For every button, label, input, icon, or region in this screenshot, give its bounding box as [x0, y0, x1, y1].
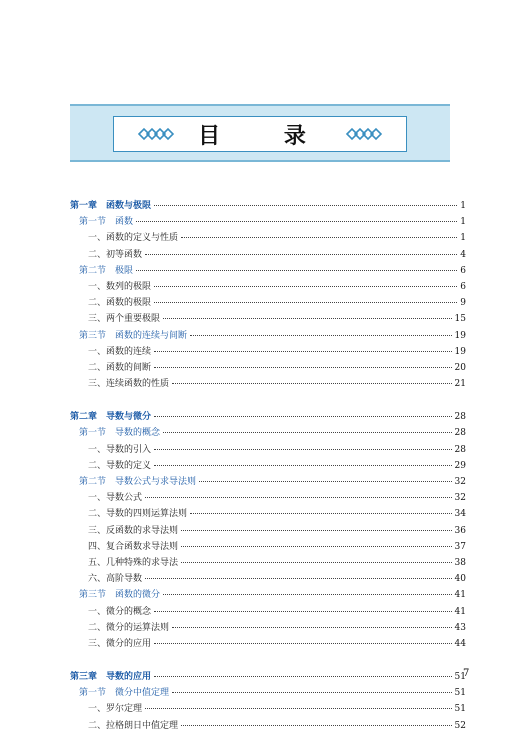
toc-entry-page: 1	[460, 201, 466, 211]
dot-leader	[154, 465, 452, 466]
toc-entry-title: 第二章 导数与微分	[70, 412, 152, 423]
toc-entry-title: 三、反函数的求导法则	[88, 525, 179, 536]
dot-leader	[154, 367, 452, 368]
toc-chapter-row[interactable]	[70, 409, 466, 425]
dot-leader	[181, 530, 452, 531]
toc-entry-page: 41	[454, 606, 466, 617]
toc-entry-page: 51	[454, 672, 466, 683]
right-ornament-icon	[344, 127, 382, 141]
toc-entry-title: 二、微分的运算法则	[88, 622, 170, 633]
toc-item-row[interactable]	[70, 360, 466, 376]
left-ornament-icon	[138, 127, 176, 141]
toc-entry-title: 二、函数的间断	[88, 362, 152, 373]
toc-entry-title: 一、函数的连续	[88, 346, 152, 357]
toc-entry-page: 9	[460, 298, 466, 309]
dot-leader	[190, 335, 452, 336]
dot-leader	[181, 237, 457, 238]
page-title: 目 录	[198, 123, 334, 149]
toc-item-row[interactable]	[70, 555, 466, 571]
toc-entry-title: 二、导数的四则运算法则	[88, 509, 188, 520]
toc-entry-title: 一、数列的极限	[88, 281, 152, 292]
toc-entry-page: 15	[454, 314, 466, 325]
toc-entry-page: 51	[454, 704, 466, 715]
toc-entry-page: 51	[454, 688, 466, 699]
toc-entry-title: 第一节 微分中值定理	[79, 688, 170, 699]
dot-leader	[181, 546, 452, 547]
toc-entry-title: 六、高阶导数	[88, 574, 143, 585]
dot-leader	[172, 692, 452, 693]
toc-entry-title: 第二节 导数公式与求导法则	[79, 477, 197, 487]
toc-entry-title: 第一章 函数与极限	[70, 201, 152, 211]
toc-section-row[interactable]	[70, 587, 466, 603]
dot-leader	[154, 676, 452, 677]
toc-entry-page: 1	[460, 217, 466, 228]
dot-leader	[154, 643, 452, 644]
toc-entry-page: 44	[454, 638, 466, 649]
dot-leader	[163, 432, 452, 433]
toc-entry-title: 第一节 导数的概念	[79, 428, 161, 439]
toc-entry-title: 一、罗尔定理	[88, 704, 143, 715]
dot-leader	[163, 594, 452, 595]
toc-entry-title: 第一节 函数	[79, 217, 134, 228]
toc-entry-title: 二、导数的定义	[88, 460, 152, 471]
toc-entry-page: 41	[454, 590, 466, 601]
toc-section-row[interactable]	[70, 425, 466, 441]
toc-item-row[interactable]	[70, 506, 466, 522]
toc-section-row[interactable]	[70, 474, 466, 490]
toc-entry-page: 43	[454, 622, 466, 633]
toc-entry-page: 28	[454, 444, 466, 455]
toc-entry-title: 三、连续函数的性质	[88, 379, 170, 390]
toc-entry-page: 32	[454, 493, 466, 504]
toc-item-row[interactable]	[70, 458, 466, 474]
toc-entry-page: 21	[454, 379, 466, 390]
toc-entry-title: 一、微分的概念	[88, 606, 152, 617]
dot-leader	[199, 481, 452, 482]
toc-item-row[interactable]	[70, 376, 466, 392]
toc-entry-page: 20	[454, 362, 466, 373]
toc-entry-page: 1	[460, 233, 466, 244]
toc-entry-title: 第三章 导数的应用	[70, 672, 152, 683]
toc-item-row[interactable]	[70, 230, 466, 246]
toc-entry-title: 四、复合函数求导法则	[88, 541, 179, 552]
toc-entry-page: 28	[454, 428, 466, 439]
toc-spacer	[70, 652, 466, 669]
dot-leader	[190, 513, 452, 514]
toc-section-row[interactable]	[70, 685, 466, 701]
toc-entry-title: 二、初等函数	[88, 249, 143, 260]
toc-entry-page: 40	[454, 574, 466, 585]
toc-entry-page: 38	[454, 557, 466, 568]
title-banner	[70, 104, 450, 162]
toc-item-row[interactable]	[70, 279, 466, 295]
dot-leader	[136, 221, 457, 222]
dot-leader	[172, 383, 452, 384]
dot-leader	[154, 449, 452, 450]
toc-entry-title: 五、几种特殊的求导法	[88, 557, 179, 568]
toc-entry-page: 28	[454, 412, 466, 423]
dot-leader	[154, 611, 452, 612]
toc-entry-page: 52	[454, 720, 466, 731]
toc-entry-page: 19	[454, 346, 466, 357]
toc-entry-page: 37	[454, 541, 466, 552]
toc-entry-title: 一、导数公式	[88, 493, 143, 504]
toc-item-row[interactable]	[70, 718, 466, 734]
title-frame	[113, 116, 407, 152]
toc-section-row[interactable]	[70, 328, 466, 344]
toc-item-row[interactable]	[70, 539, 466, 555]
toc-entry-title: 三、微分的应用	[88, 638, 152, 649]
dot-leader	[154, 286, 457, 287]
toc-item-row[interactable]	[70, 247, 466, 263]
toc-entry-page: 36	[454, 525, 466, 536]
toc-entry-page: 6	[460, 265, 466, 276]
toc-entry-title: 第二节 极限	[79, 265, 134, 276]
dot-leader	[145, 708, 452, 709]
toc-entry-title: 第三节 函数的连续与间断	[79, 330, 188, 341]
dot-leader	[154, 351, 452, 352]
toc-item-row[interactable]	[70, 620, 466, 636]
toc-section-row[interactable]	[70, 214, 466, 230]
toc-item-row[interactable]	[70, 442, 466, 458]
dot-leader	[163, 318, 452, 319]
toc-item-row[interactable]	[70, 490, 466, 506]
toc-chapter-row[interactable]	[70, 669, 466, 685]
dot-leader	[154, 205, 457, 206]
toc-entry-page: 32	[454, 477, 466, 487]
toc-item-row[interactable]	[70, 571, 466, 587]
toc-entry-title: 第三节 函数的微分	[79, 590, 161, 601]
dot-leader	[136, 270, 457, 271]
toc-chapter-row[interactable]	[70, 198, 466, 214]
dot-leader	[145, 497, 452, 498]
toc-item-row[interactable]	[70, 701, 466, 717]
toc-entry-title: 二、函数的极限	[88, 298, 152, 309]
toc-entry-title: 二、拉格朗日中值定理	[88, 720, 179, 731]
toc-entry-page: 4	[460, 249, 466, 260]
toc-item-row[interactable]	[70, 523, 466, 539]
toc-item-row[interactable]	[70, 344, 466, 360]
dot-leader	[181, 562, 452, 563]
toc-entry-page: 34	[454, 509, 466, 520]
toc-entry-title: 一、函数的定义与性质	[88, 233, 179, 244]
dot-leader	[154, 302, 457, 303]
toc-entry-title: 一、导数的引入	[88, 444, 152, 455]
toc-entry-page: 19	[454, 330, 466, 341]
page-number: 7	[463, 668, 470, 679]
toc-entry-page: 6	[460, 281, 466, 292]
toc-item-row[interactable]	[70, 604, 466, 620]
dot-leader	[145, 254, 457, 255]
toc-section-row[interactable]	[70, 263, 466, 279]
toc-spacer	[70, 392, 466, 409]
toc-entry-page: 29	[454, 460, 466, 471]
toc-item-row[interactable]	[70, 295, 466, 311]
dot-leader	[172, 627, 452, 628]
table-of-contents	[70, 198, 466, 734]
toc-item-row[interactable]	[70, 636, 466, 652]
toc-item-row[interactable]	[70, 311, 466, 327]
toc-entry-title: 三、两个重要极限	[88, 314, 161, 325]
dot-leader	[154, 416, 452, 417]
dot-leader	[145, 578, 452, 579]
dot-leader	[181, 725, 452, 726]
